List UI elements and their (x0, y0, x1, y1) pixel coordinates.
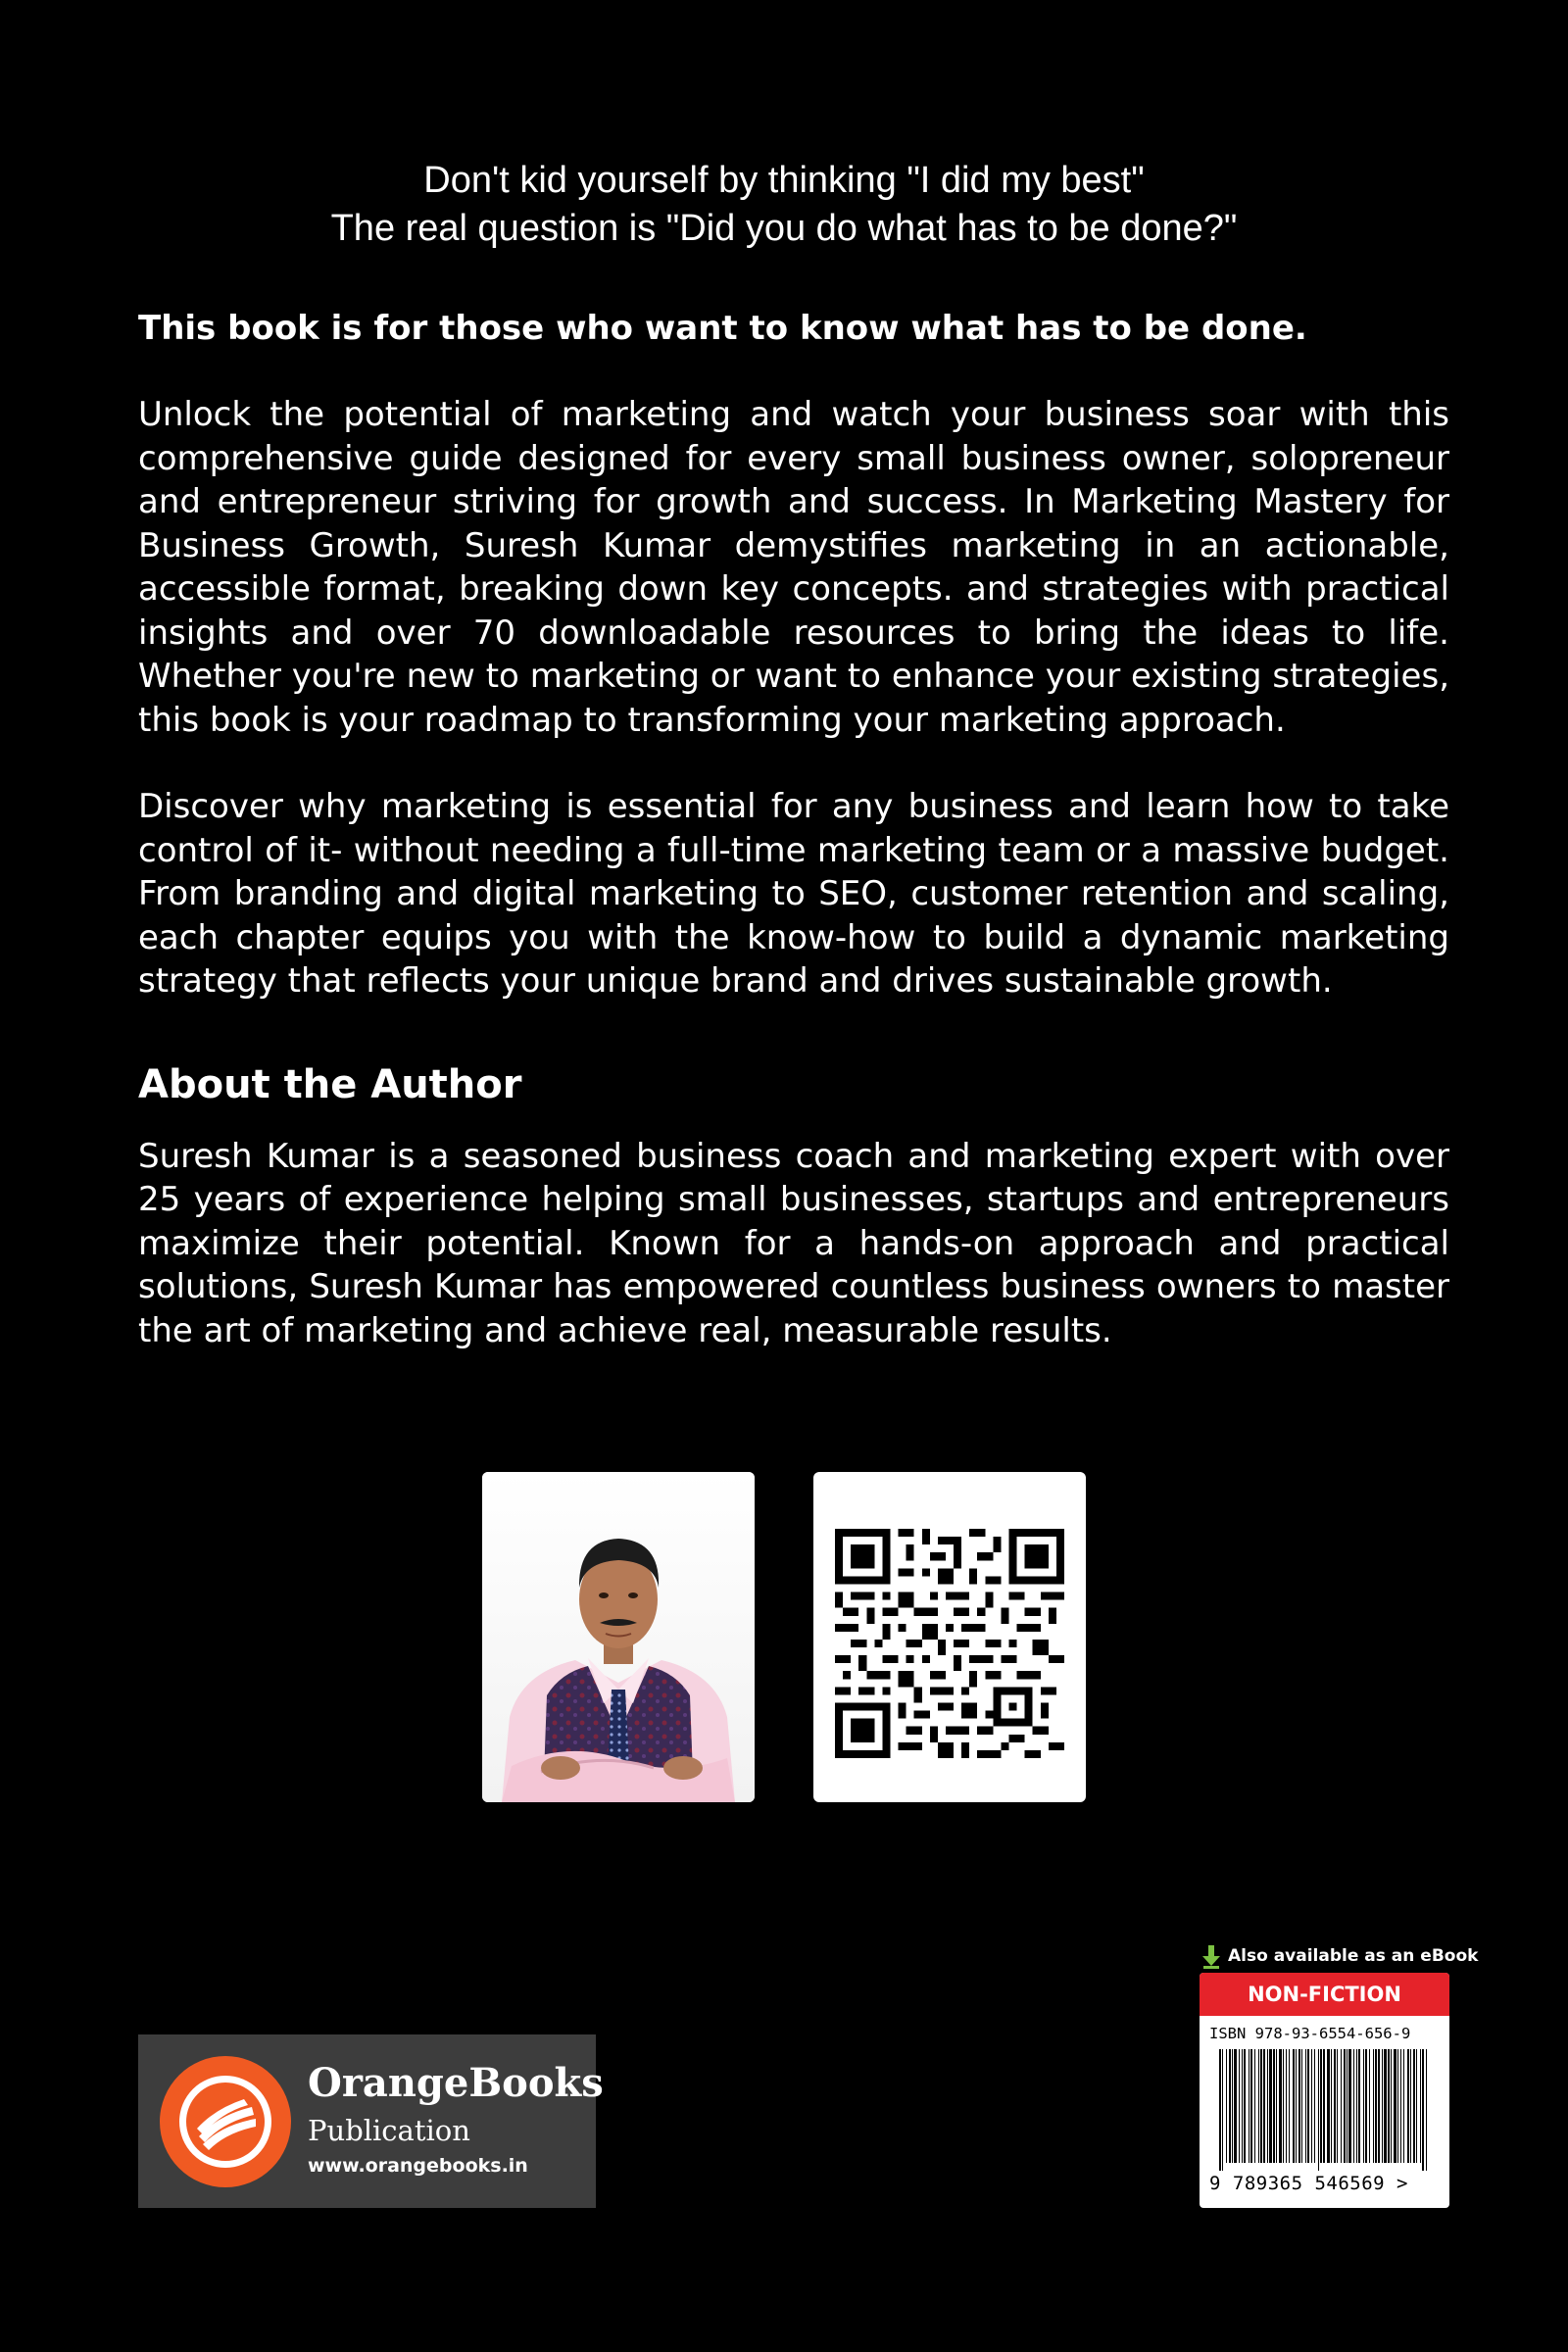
publisher-name: OrangeBooks (308, 2060, 604, 2106)
barcode-bar (1334, 2049, 1336, 2163)
barcode-bar (1347, 2049, 1348, 2163)
barcode-bar (1234, 2049, 1237, 2163)
barcode-bar (1356, 2049, 1357, 2163)
barcode-bar (1293, 2049, 1295, 2163)
barcode-bar (1222, 2049, 1223, 2171)
publisher-url[interactable]: www.orangebooks.in (308, 2155, 528, 2177)
barcode-bar (1388, 2049, 1390, 2163)
barcode-bar (1307, 2049, 1309, 2163)
barcode-bar (1422, 2049, 1424, 2171)
author-photo-icon (482, 1472, 755, 1802)
barcode-bar (1296, 2049, 1297, 2163)
description-paragraph-2: Discover why marketing is essential for any business and learn how to take control of it- without needing a full-time marketing team or a massive budget. From branding and digital marketing to SEO, customer retention and scaling, each chapter equips you with the know-how to build a dynamic marketing strategy that reflects your unique brand and drives sustainable growth. (138, 787, 1449, 1001)
barcode-bar (1369, 2049, 1370, 2163)
barcode-bar (1269, 2049, 1272, 2163)
genre-label: NON-FICTION (1200, 1973, 1449, 2016)
quote-line-1: Don't kid yourself by thinking "I did my best" (423, 160, 1145, 201)
barcode-bar (1420, 2049, 1421, 2163)
barcode-bar (1242, 2049, 1243, 2163)
barcode-bar (1232, 2049, 1233, 2163)
about-text: Suresh Kumar is a seasoned business coach and marketing expert with over 25 years of experience helping small businesses, startups and entrepreneurs maximize their potential. Known for a hands-on approach and practical solutions, Suresh Kumar has empowered countless business owners to master the art of marketing and achieve real, measurable results. (138, 1136, 1449, 1350)
paragraph-gap (138, 742, 1449, 785)
barcode-bar (1263, 2049, 1265, 2163)
barcode-bar (1305, 2049, 1306, 2163)
barcode-bar (1382, 2049, 1383, 2163)
ebook-note-text: Also available as an eBook (1228, 1946, 1479, 1966)
barcode-bar (1363, 2049, 1364, 2163)
barcode-bar (1348, 2049, 1351, 2163)
barcode-bar (1391, 2049, 1392, 2163)
barcode-bar (1267, 2049, 1268, 2163)
barcode-bar (1298, 2049, 1300, 2163)
cover-quote (0, 157, 1568, 253)
tagline: This book is for those who want to know what has to be done. (138, 309, 1307, 348)
barcode-bar (1283, 2049, 1284, 2163)
barcode-bar (1413, 2049, 1415, 2163)
barcode-bar (1279, 2049, 1282, 2163)
author-photo (482, 1472, 755, 1802)
barcode-bar (1276, 2049, 1277, 2163)
barcode-bar (1397, 2049, 1398, 2163)
orangebooks-logo-icon (160, 2056, 291, 2187)
barcode-bar (1320, 2049, 1322, 2163)
about-heading: About the Author (138, 1061, 522, 1107)
barcode-bar (1244, 2049, 1246, 2163)
publisher-logo (138, 2034, 604, 2208)
quote-line-2: The real question is "Did you do what has to be done?" (330, 208, 1238, 249)
barcode-bar (1249, 2049, 1250, 2163)
barcode-bar (1327, 2049, 1330, 2163)
barcode-bar (1337, 2049, 1338, 2163)
publisher-subtitle: Publication (308, 2114, 470, 2147)
barcode-bar (1250, 2049, 1252, 2163)
barcode-bar (1226, 2049, 1227, 2163)
barcode-bar (1229, 2049, 1231, 2163)
barcode-bar (1273, 2049, 1275, 2163)
barcode-bar (1375, 2049, 1377, 2163)
barcode-bar (1331, 2049, 1332, 2163)
barcode-bar (1318, 2049, 1319, 2171)
barcode-bar (1344, 2049, 1346, 2163)
barcode-bar (1301, 2049, 1302, 2163)
back-cover-text (138, 307, 1449, 1352)
barcode-bar (1314, 2049, 1315, 2163)
description-paragraph-1: Unlock the potential of marketing and watch your business soar with this comprehensive guide designed for every small business owner, solopreneur and entrepreneur striving for growth and success. In Marketing Mastery for Business Growth, Suresh Kumar demystifies marketing in an actionable, accessible format, breaking down key concepts. and strategies with practical insights and over 70 downloadable resources to bring the ideas to life. Whether you're new to marketing or want to enhance your existing strategies, this book is your roadmap to transforming your marketing approach. (138, 395, 1449, 740)
barcode-bar (1358, 2049, 1360, 2163)
barcode-bar (1426, 2049, 1427, 2171)
barcode-bar (1416, 2049, 1417, 2163)
barcode-bar (1353, 2049, 1354, 2163)
download-arrow-icon (1200, 1945, 1222, 1969)
barcode-bar (1400, 2049, 1401, 2163)
barcode-icon (1219, 2049, 1430, 2171)
barcode-bar (1260, 2049, 1262, 2163)
barcode-bar (1384, 2049, 1387, 2163)
barcode-bar (1323, 2049, 1325, 2163)
barcode-bar (1219, 2049, 1221, 2171)
barcode-bar (1254, 2049, 1255, 2163)
barcode-bar (1410, 2049, 1411, 2163)
barcode-bar (1286, 2049, 1287, 2163)
barcode-bar (1311, 2049, 1312, 2163)
isbn-text: ISBN 978-93-6554-656-9 (1209, 2025, 1411, 2042)
barcode-bar (1378, 2049, 1380, 2163)
barcode-bar (1258, 2049, 1259, 2163)
barcode-digits: 9 789365 546569 > (1209, 2173, 1408, 2194)
barcode-bar (1289, 2049, 1290, 2163)
barcode-bar (1407, 2049, 1409, 2163)
barcode-bar (1403, 2049, 1404, 2163)
qr-code-icon (835, 1529, 1064, 1758)
barcode (1200, 1973, 1449, 2208)
barcode-bar (1373, 2049, 1374, 2163)
barcode-bar (1365, 2049, 1367, 2163)
barcode-bar (1394, 2049, 1396, 2163)
qr-code[interactable] (813, 1472, 1086, 1802)
barcode-bar (1341, 2049, 1342, 2163)
barcode-bar (1239, 2049, 1240, 2163)
